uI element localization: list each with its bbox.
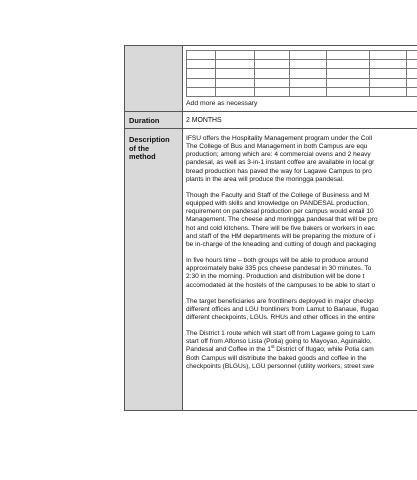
text-line: IFSU offers the Hospitality Management program under the Coll [186, 135, 373, 142]
table-row [187, 51, 417, 60]
text-line: production; among which are: 4 commercial ovens and 2 heavy [186, 151, 371, 159]
text-line: accomodated at the hostels of the campuses to be able to start o [186, 281, 376, 289]
text-line: Though the Faculty and Staff of the College of Business and M [186, 191, 370, 199]
text-line: be in-charge of the kneading and cutting of dough and packaging [186, 240, 376, 248]
text-line: In five hours time – both groups will be able to produce around [186, 257, 369, 265]
text-line: different offices and LGU frontliners from Lamut to Banaue, Ifugao [186, 305, 379, 313]
text-segment: Pandesal and Coffee in the 1 [186, 346, 271, 354]
proposal-table [124, 45, 417, 411]
text-line: equipped with skills and knowledge on PANDESAL production, [186, 200, 369, 208]
table-row [187, 69, 417, 78]
text-line: bread production has paved the way for Lagawe Campus to pro [186, 167, 372, 175]
paragraph [186, 330, 417, 371]
description-label-line: Description [129, 135, 170, 144]
row-divider [125, 111, 417, 112]
text-line: start off from Alfonso Lista (Potia) going to Mayoyao, Aguinaldo, [186, 338, 372, 346]
description-label-line: method [129, 152, 156, 162]
duration-value: 2 MONTHS [186, 117, 222, 124]
paragraph [186, 257, 417, 290]
label-column [125, 46, 183, 410]
table-row [187, 78, 417, 87]
text-line: The target beneficiaries are frontliners deployed in major checkp [186, 297, 374, 305]
duration-label: Duration [129, 116, 160, 125]
text-line: checkpoints (BLGUs), LGU personnel (utility workers, street swe [186, 362, 374, 370]
text-line: 2:30 in the morning. Production and distribution will be done t [186, 273, 365, 281]
text-segment: District of Ifugao; while Potia cam [274, 346, 374, 354]
text-line: different checkpoints, LGUs. RHUs and other offices in the entire [186, 313, 375, 321]
superscript: st [270, 344, 275, 350]
table-row [187, 87, 417, 96]
description-text [186, 135, 417, 371]
text-line: approximately bake 335 pcs cheese pandesal in 30 minutes. To [186, 265, 372, 273]
inner-empty-table [186, 50, 417, 97]
paragraph [186, 192, 417, 249]
text-line: The College of Bus and Management in both Campus are equ [186, 143, 368, 151]
description-label [129, 136, 170, 162]
text-line: Both Campus will distribute the baked goods and coffee in the [186, 354, 367, 362]
text-line: Management. The cheese and moringga pandesal that will be pro [186, 216, 378, 224]
paragraph [186, 135, 417, 184]
text-line [186, 346, 417, 354]
add-more-note: Add more as necessary [186, 100, 258, 107]
text-line: pandesal, as well as 3-in-1 instant coffee are available in local gr [186, 159, 375, 167]
text-line: requirement on pandesal production per campus would entail 10 [186, 208, 374, 216]
text-line: and staff of the HM departments will be preparing the mixture of i [186, 232, 375, 240]
paragraph [186, 298, 417, 322]
text-line: The District 1 route which will start off from Lagawe going to Lam [186, 330, 375, 338]
table-row [187, 60, 417, 69]
description-label-line: of the [129, 143, 150, 153]
text-line: hot and cold kitchens. There will be five bakers or workers in eac [186, 224, 375, 232]
row-divider [125, 128, 417, 129]
text-line: plants in the area will produce the moringga pandesal. [186, 175, 344, 183]
